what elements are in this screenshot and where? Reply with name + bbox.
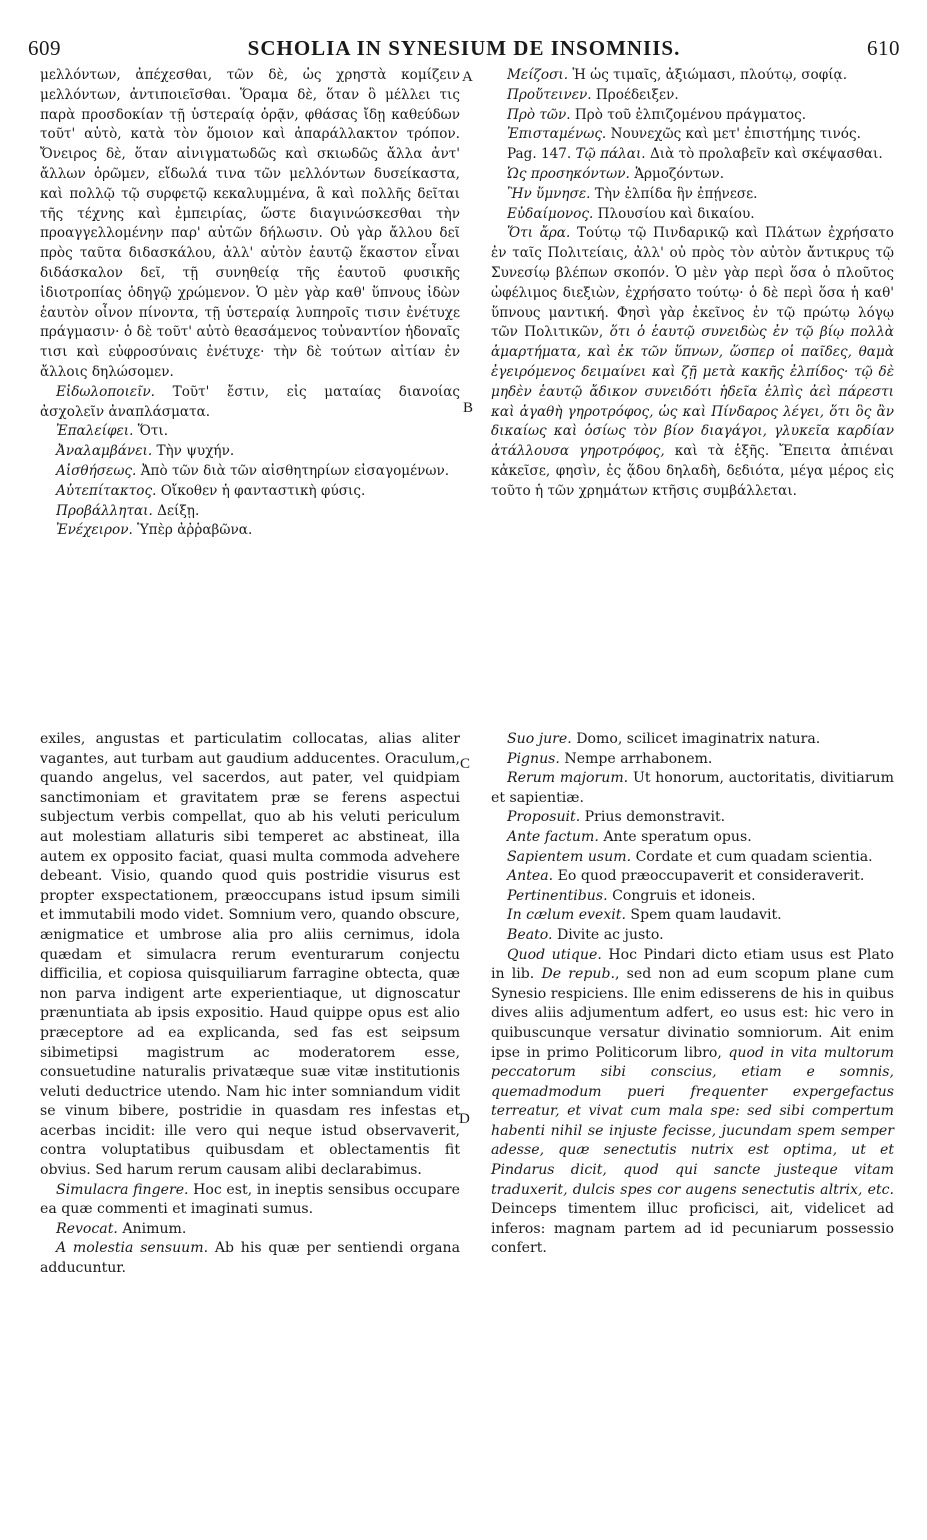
gloss: Προέδειξεν. (595, 86, 679, 103)
latin-paragraph: exiles, angustas et particulatim collocatas, alias aliter vagantes, aut turbam aut gaudium adducentes. Oraculum, quando angelus, vel sacerdos, aut pater, vel quidpiam sanctimoniam et gravitatem præ se ferens aspectui subjectum verbis compellat, quo ab his veluti periculum aut molestiam allaturis sibi temperet ac abstineat, illa autem ex opposito faciat, quasi multa commoda advehere debeant. Visio, quando quod quis postridie visurus est propter exspectationem, præoccupans istud ipsum simili et immutabili modo videt. Somnium vero, quando obscure, ænigmatice et umbrose alia pro aliis cernimus, idola quædam et simulacra rerum eventurarum conjectu difficilia, et copiosa quisquiliarum farragine obtecta, quæ non parva indigent arte experientiaque, ut dignoscatur prænuntiata ab ipsis expositio. Haud quippe opus est alio præceptore ad ea explicanda, sed fas est seipsum sibimetipsi magistrum ac moderatorem esse, consuetudine naturalis privatæque suæ vitæ institutionis veluti deductrice utendo. Nam hic inter somniandum vidit se vinum bibere, postridie in quasdam res infestas et acerbas incidit: ille vero qui neque istud observaverit, contra voluptatibus quibusdam et oblectamentis fit obvius. Sed harum rerum causam alibi declarabimus. (40, 731, 460, 1179)
lemma: Ὅτι ἄρα. (507, 225, 571, 242)
lemma: A molestia sensuum. (56, 1240, 209, 1257)
lemma: Ἢν ὕμνησε. (507, 185, 591, 202)
scholion-entry (491, 106, 894, 126)
gloss: Spem quam laudavit. (630, 907, 782, 924)
scholion-entry (491, 828, 894, 848)
latin-column-left (40, 730, 460, 1279)
margin-mark-a: A (462, 69, 473, 85)
lemma: Simulacra fingere. (56, 1181, 189, 1198)
scholion-entry (491, 906, 894, 926)
greek-column-right (491, 66, 894, 502)
lemma: Revocat. (56, 1220, 118, 1237)
scholion-entry (40, 422, 460, 442)
greek-paragraph: μελλόντων, ἀπέχεσθαι, τῶν δὲ, ὡς χρηστὰ κομίζειν μελλόντων, ἀντιποιεῖσθαι. Ὅραμα δὲ, ὅταν ὃ μέλλει τις παρὰ προσδοκίαν τῇ ὑστεραίᾳ ὁρᾷν, φθάσας ἴδῃ καθεύδων τοῦτ' αὐτὸ, κατὰ τὸν ὅμοιον καὶ ἀπαράλλακτον τρόπον. Ὄνειρος δὲ, ὅταν αἰνιγματωδῶς καὶ σκιωδῶς ἄλλα ἀντ' ἄλλων ὁρῶμεν, εἴδωλά τινα τῶν μελλόντων δυσείκαστα, καὶ πολλῷ τῷ συρφετῷ κεκαλυμμένα, ἃ καὶ πολλῆς δεῖται τῆς τέχνης καὶ ἐμπειρίας, ὥστε διαγινώσκεσθαι τὴν προαγγελλομένην παρ' αὐτῶν δήλωσιν. Οὐ γὰρ ἄλλου δεῖ πρὸς ταῦτα διδασκάλου, ἀλλ' αὐτὸν ἑαυτῷ ἕκαστον εἶναι διδάσκαλον δεῖ, τῇ συνηθείᾳ τῆς ἑαυτοῦ φυσικῆς ἰδιοτροπίας ὁδηγῷ χρώμενον. Ὁ μὲν γὰρ καθ' ὕπνους ἰδὼν ἑαυτὸν οἶνον πίνοντα, τῇ ὑστεραίᾳ λυπηροῖς τισιν ἐνέτυχε πράγμασιν· ὁ δὲ τοῦτ' αὐτὸ θεασάμενος τοὐναντίον ἡδοναῖς τισι καὶ εὐφροσύναις ἐνέτυχε· τὴν δὲ τούτων αἰτίαν ἐν ἄλλοις δηλώσομεν. (40, 67, 460, 380)
lemma: Pertinentibus. (507, 887, 608, 904)
scholion-entry (40, 383, 460, 423)
gloss: Ἡ ὡς τιμαῖς, ἀξιώμασι, πλούτῳ, σοφίᾳ. (572, 67, 848, 83)
page-reference: Pag. 147. (507, 146, 572, 163)
gloss: Τὴν ἐλπίδα ἣν ἐπῄνεσε. (594, 185, 758, 202)
scholion-entry (491, 224, 894, 501)
scholion-entry (40, 1220, 460, 1240)
lemma: Beato. (507, 926, 553, 943)
gloss: Ἁρμοζόντων. (634, 165, 725, 182)
lemma: Εἰδωλοποιεῖν. (56, 383, 155, 400)
gloss: Eo quod præoccupaverit et consideraverit. (557, 868, 865, 885)
left-page-number: 609 (28, 36, 61, 60)
right-page-number: 610 (867, 36, 900, 60)
book-title: De repub. (541, 966, 615, 983)
scholion-entry (491, 848, 894, 868)
scholion-entry (40, 502, 460, 522)
gloss: Deinceps timentem illuc proficisci, ait, videlicet ad inferos: magnam partem ad id pecuniarum possessio confert. (491, 1201, 894, 1257)
scholion-entry (491, 730, 894, 750)
gloss: Οἴκοθεν ἡ φανταστικὴ φύσις. (160, 482, 366, 499)
lemma: Rerum majorum. (507, 770, 629, 787)
gloss: Ab his quæ per sentiendi organa adducuntur. (40, 1240, 460, 1277)
scholion-entry (491, 205, 894, 225)
gloss: καὶ τὰ ἑξῆς. Ἔπειτα ἀπιέναι κἀκεῖσε, φησὶν, ἐς ᾅδου δηλαδὴ, δεδιότα, μέγα μέρος εἰς τοῦτο ἡ τῶν χρημάτων κτῆσις συμβάλλεται. (491, 443, 895, 499)
margin-mark-c: C (460, 756, 471, 772)
scholion-entry (491, 165, 894, 185)
lemma: Ante factum. (507, 828, 599, 845)
gloss: Διὰ τὸ προλαβεῖν καὶ σκέψασθαι. (649, 146, 883, 163)
lemma: Εὐδαίμονος. (507, 205, 594, 222)
lemma: Μείζοσι. (507, 67, 569, 83)
running-title: SCHOLIA IN SYNESIUM DE INSOMNIIS. (247, 36, 681, 60)
gloss: Τούτῳ τῷ Πινδαρικῷ καὶ Πλάτων ἐχρήσατο ἐν ταῖς Πολιτείαις, ἀλλ' οὐ πρὸς τὸν αὐτὸν ἄντικρυς τῷ Συνεσίῳ βλέπων σκοπόν. Ὁ μὲν γὰρ περὶ ὅσα ὁ πλοῦτος ὠφέλιμος διεξιὼν, ἐχρήσατο τούτῳ· ὁ δὲ περὶ ὅσα ἡ καθ' ὕπνους μαντική. Φησὶ γὰρ ἐκεῖνος ἐν τῷ πρώτῳ λόγῳ τῶν Πολιτικῶν, (491, 225, 894, 341)
gloss: Hoc est, in ineptis sensibus occupare ea quæ commenti et imaginati sumus. (40, 1181, 460, 1218)
running-header (28, 36, 900, 62)
lemma: Suo jure. (507, 731, 572, 747)
gloss: Ὑπὲρ ἀῤῥαβῶνα. (137, 522, 253, 539)
gloss: Ὅτι. (137, 423, 169, 440)
scholion-entry (40, 482, 460, 502)
lemma: Αἰσθήσεως. (56, 462, 137, 479)
scholion-entry (491, 145, 894, 165)
scholion-entry (40, 1239, 460, 1278)
quotation: quod in vita multorum peccatorum sibi conscius, etiam e somnis, quemadmodum pueri frequenter expergefactus terreatur, et vivat cum mala spe: sed sibi compertum habenti nihil se injuste fecisse, jucundam spem semper adesse, quæ senectutis nutrix est optima, ut et Pindarus dicit, quod qui sancte justeque vitam traduxerit, dulcis spes cor augens senectutis altrix, etc. (491, 1044, 895, 1198)
lemma: Προὔτεινεν. (507, 86, 592, 103)
scholion-entry (491, 946, 894, 1260)
gloss: Domo, scilicet imaginatrix natura. (576, 731, 821, 747)
scholion-entry (491, 926, 894, 946)
lemma: Ὡς προσηκόντων. (507, 165, 630, 182)
greek-column-left (40, 66, 460, 541)
gloss: Hoc Pindari dicto etiam usus est Plato in lib. (491, 946, 894, 983)
scholion-entry (40, 521, 460, 541)
gloss: Prius demonstravit. (584, 809, 726, 826)
gloss: Πλουσίου καὶ δικαίου. (597, 205, 755, 222)
gloss: Τὴν ψυχήν. (156, 443, 235, 460)
latin-column-right (491, 730, 894, 1259)
gloss: Ut honorum, auctoritatis, divitiarum et sapientiæ. (491, 770, 894, 806)
gloss: Animum. (122, 1220, 187, 1237)
lemma: Sapientem usum. (507, 848, 632, 865)
gloss: Νουνεχῶς καὶ μετ' ἐπιστήμης τινός. (610, 126, 861, 143)
gloss: Πρὸ τοῦ ἐλπιζομένου πράγματος. (574, 106, 807, 123)
scholion-entry (491, 125, 894, 145)
lemma: Ἀναλαμβάνει. (56, 443, 153, 460)
scholion-entry (491, 887, 894, 907)
lemma: Αὐτεπίτακτος. (56, 482, 157, 499)
lemma: Πρὸ τῶν. (507, 106, 571, 123)
scholion-entry (491, 867, 894, 887)
scholion-entry (491, 808, 894, 828)
scholion-entry (491, 769, 894, 808)
gloss: Ἀπὸ τῶν διὰ τῶν αἰσθητηρίων εἰσαγομένων. (140, 462, 450, 479)
margin-mark-b: B (463, 400, 474, 416)
gloss: Divite ac justo. (556, 926, 664, 943)
gloss: , sed non ad eum scopum plane cum Synesio respiciens. Ille enim edisserens de his in quibus dives aliis adjumentum adfert, eo usus est: hic vero in quibuscunque versatur divinatio somniorum. Ait enim ipse in primo Politicorum libro, (491, 966, 894, 1061)
gloss: Ante speratum opus. (603, 828, 752, 845)
scholion-entry (491, 66, 894, 86)
quotation: ὅτι ὁ ἑαυτῷ συνειδὼς ἐν τῷ βίῳ πολλὰ ἁμαρτήματα, καὶ ἐκ τῶν ὕπνων, ὥσπερ οἱ παῖδες, θαμὰ ἐγειρόμενος δειμαίνει καὶ ζῇ μετὰ κακῆς ἐλπίδος· τῷ δὲ μηδὲν ἑαυτῷ ἄδικον συνειδότι ἡδεῖα ἐλπὶς ἀεὶ πάρεστι καὶ ἀγαθὴ γηροτρόφος, ὡς καὶ Πίνδαρος λέγει, ὅτι ὃς ἂν δικαίως καὶ ὁσίως τὸν βίον διαγάγοι, γλυκεῖα καρδίαν ἀτάλλουσα γηροτρόφος, (491, 324, 894, 460)
lemma: Antea. (507, 868, 554, 885)
gloss: Congruis et idoneis. (612, 887, 756, 904)
scholion-entry (40, 462, 460, 482)
scholion-entry (40, 442, 460, 462)
lemma: Ἐπισταμένως. (507, 126, 607, 143)
lemma: Proposuit. (507, 809, 581, 826)
scholion-entry (491, 750, 894, 770)
lemma: Pignus. (507, 750, 560, 767)
lemma: Ἐνέχειρον. (56, 522, 133, 539)
margin-mark-d: D (459, 1111, 470, 1127)
gloss: Τοῦτ' ἔστιν, εἰς ματαίας διανοίας ἀσχολεῖν ἀναπλάσματα. (40, 383, 461, 420)
lemma: Ἐπαλείφει. (56, 423, 134, 440)
lemma: In cælum evexit. (507, 907, 626, 924)
scholion-entry (491, 86, 894, 106)
scholion-entry (491, 185, 894, 205)
scholion-entry (40, 1181, 460, 1220)
lemma: Τῷ πάλαι. (575, 146, 646, 163)
gloss: Δείξῃ. (157, 502, 200, 519)
lemma: Προβάλληται. (56, 502, 153, 519)
gloss: Nempe arrhabonem. (564, 750, 713, 767)
gloss: Cordate et cum quadam scientia. (635, 848, 873, 865)
lemma: Quod utique. (507, 946, 602, 963)
